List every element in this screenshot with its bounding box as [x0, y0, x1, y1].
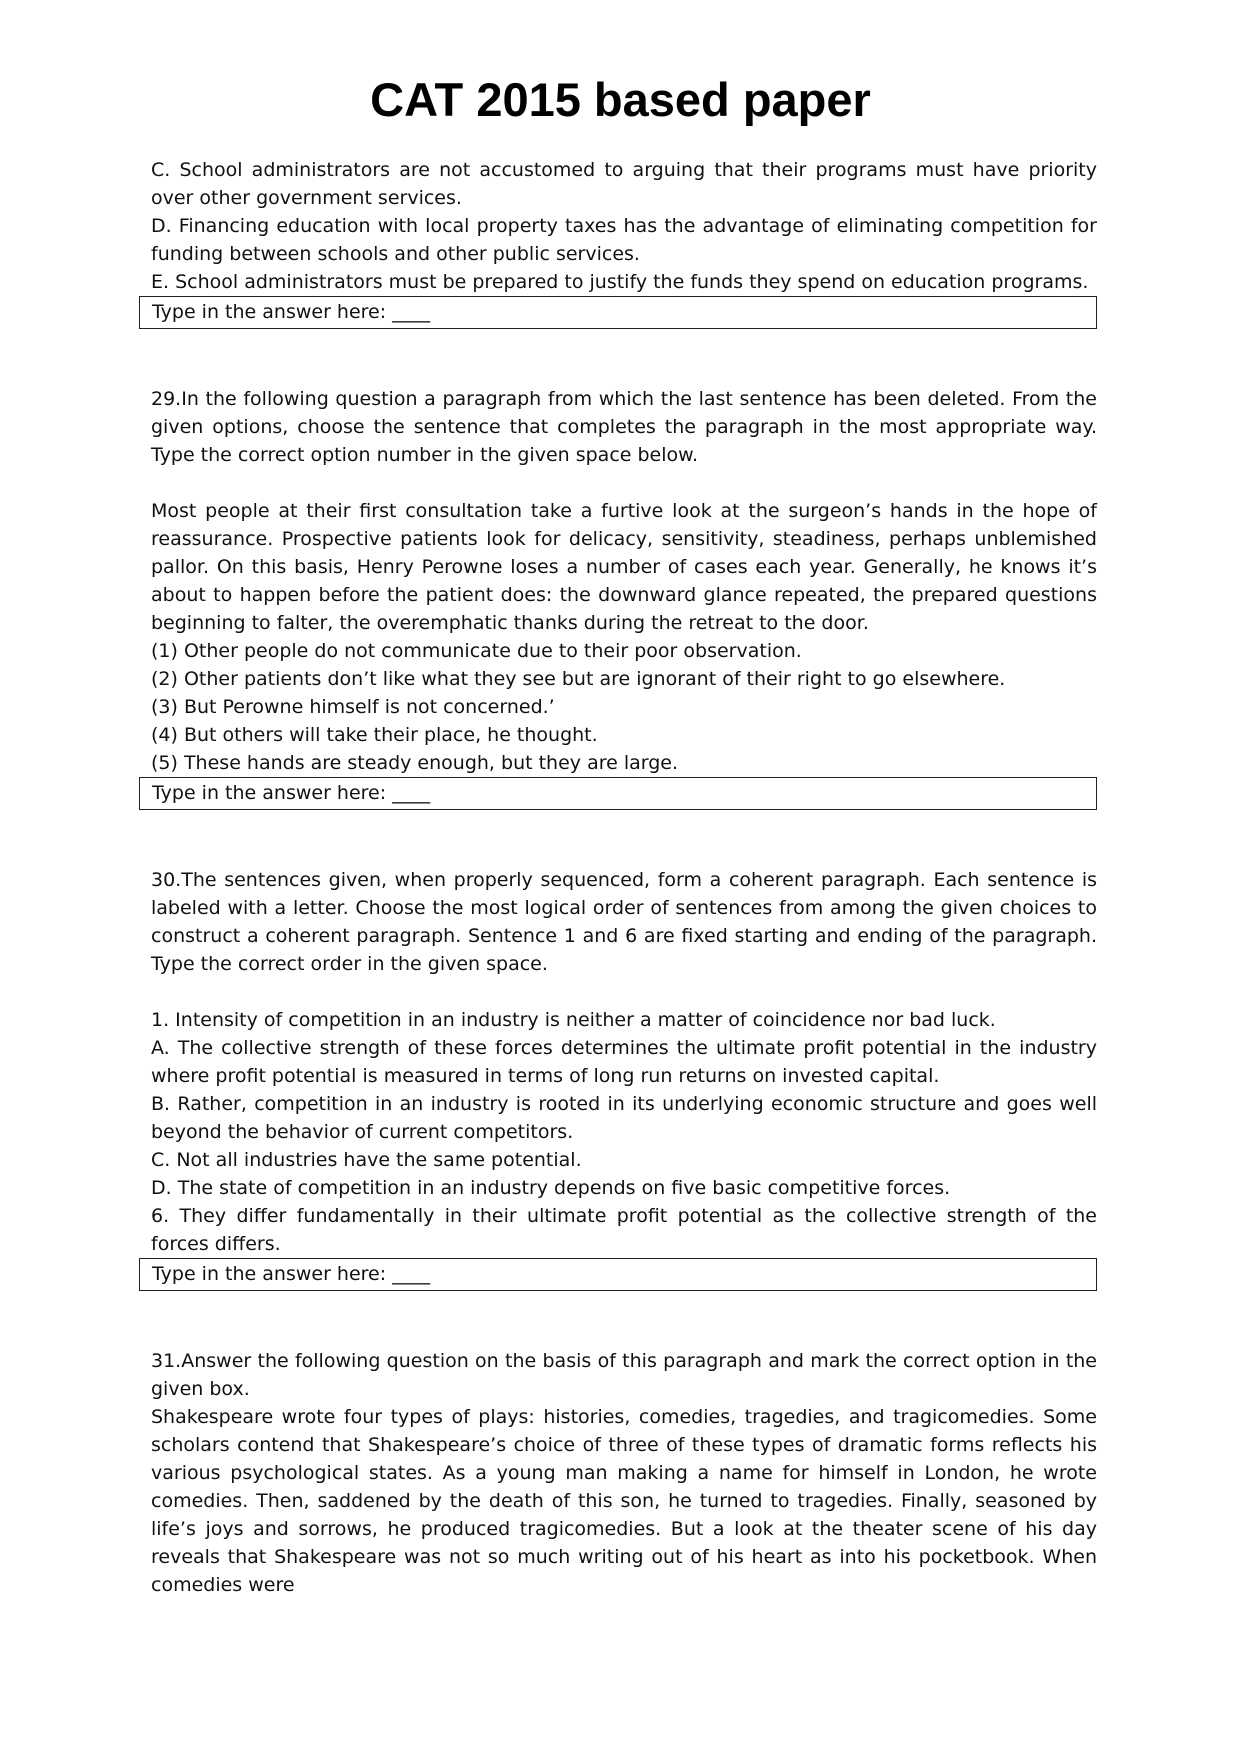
question-prompt: 29.In the following question a paragraph from which the last sentence has been deleted. From the given options, choose the sentence that completes the paragraph in the most appropriate way. Type the correct option number in the given space below.	[151, 388, 1097, 466]
option-4: (4) But others will take their place, he thought.	[151, 724, 598, 746]
sentence-1: 1. Intensity of competition in an industry is neither a matter of coincidence nor bad luck.	[151, 1009, 996, 1031]
option-3: (3) But Perowne himself is not concerned.’	[151, 696, 555, 718]
question-passage: Most people at their first consultation take a furtive look at the surgeon’s hands in the hope of reassurance. Prospective patients look for delicacy, sensitivity, steadiness, perhaps unblemished pallor. On this basis, Henry Perowne loses a number of cases each year. Generally, he knows it’s about to happen before the patient does: the downward glance repeated, the prepared questions beginning to falter, the overemphatic thanks during the retreat to the door.	[151, 500, 1097, 634]
question-prompt: 30.The sentences given, when properly sequenced, form a coherent paragraph. Each sentence is labeled with a letter. Choose the most logical order of sentences from among the given choices to construct a coherent paragraph. Sentence 1 and 6 are fixed starting and ending of the paragraph. Type the correct order in the given space.	[151, 869, 1097, 975]
option-5: (5) These hands are steady enough, but they are large.	[151, 752, 679, 774]
option-c: C. School administrators are not accustomed to arguing that their programs must have priority over other government services.	[151, 159, 1097, 209]
answer-box-q29[interactable]: Type in the answer here: ____	[139, 777, 1097, 810]
sentence-b: B. Rather, competition in an industry is rooted in its underlying economic structure and goes well beyond the behavior of current competitors.	[151, 1093, 1097, 1143]
answer-box-q28[interactable]: Type in the answer here: ____	[139, 296, 1097, 329]
question-29-section	[151, 385, 1097, 810]
question-31-section	[151, 1347, 1097, 1599]
sentence-6: 6. They differ fundamentally in their ultimate profit potential as the collective strength of the forces differs.	[151, 1205, 1097, 1255]
option-e: E. School administrators must be prepared to justify the funds they spend on education programs.	[151, 271, 1089, 293]
option-d: D. Financing education with local property taxes has the advantage of eliminating competition for funding between schools and other public services.	[151, 215, 1097, 265]
option-2: (2) Other patients don’t like what they see but are ignorant of their right to go elsewhere.	[151, 668, 1006, 690]
question-28-section	[151, 156, 1097, 329]
sentence-a: A. The collective strength of these forces determines the ultimate profit potential in the industry where profit potential is measured in terms of long run returns on invested capital.	[151, 1037, 1097, 1087]
answer-box-q30[interactable]: Type in the answer here: ____	[139, 1258, 1097, 1291]
question-30-section	[151, 866, 1097, 1291]
option-1: (1) Other people do not communicate due to their poor observation.	[151, 640, 802, 662]
sentence-c: C. Not all industries have the same potential.	[151, 1149, 582, 1171]
question-passage: Shakespeare wrote four types of plays: histories, comedies, tragedies, and tragicomedies. Some scholars contend that Shakespeare’s choice of three of these types of dramatic forms reflects his various psychological states. As a young man making a name for himself in London, he wrote comedies. Then, saddened by the death of this son, he turned to tragedies. Finally, seasoned by life’s joys and sorrows, he produced tragicomedies. But a look at the theater scene of his day reveals that Shakespeare was not so much writing out of his heart as into his pocketbook. When comedies were	[151, 1406, 1097, 1596]
document-body	[151, 156, 1097, 1599]
page-title: CAT 2015 based paper	[370, 73, 871, 126]
question-prompt: 31.Answer the following question on the basis of this paragraph and mark the correct option in the given box.	[151, 1350, 1097, 1400]
sentence-d: D. The state of competition in an industry depends on five basic competitive forces.	[151, 1177, 951, 1199]
